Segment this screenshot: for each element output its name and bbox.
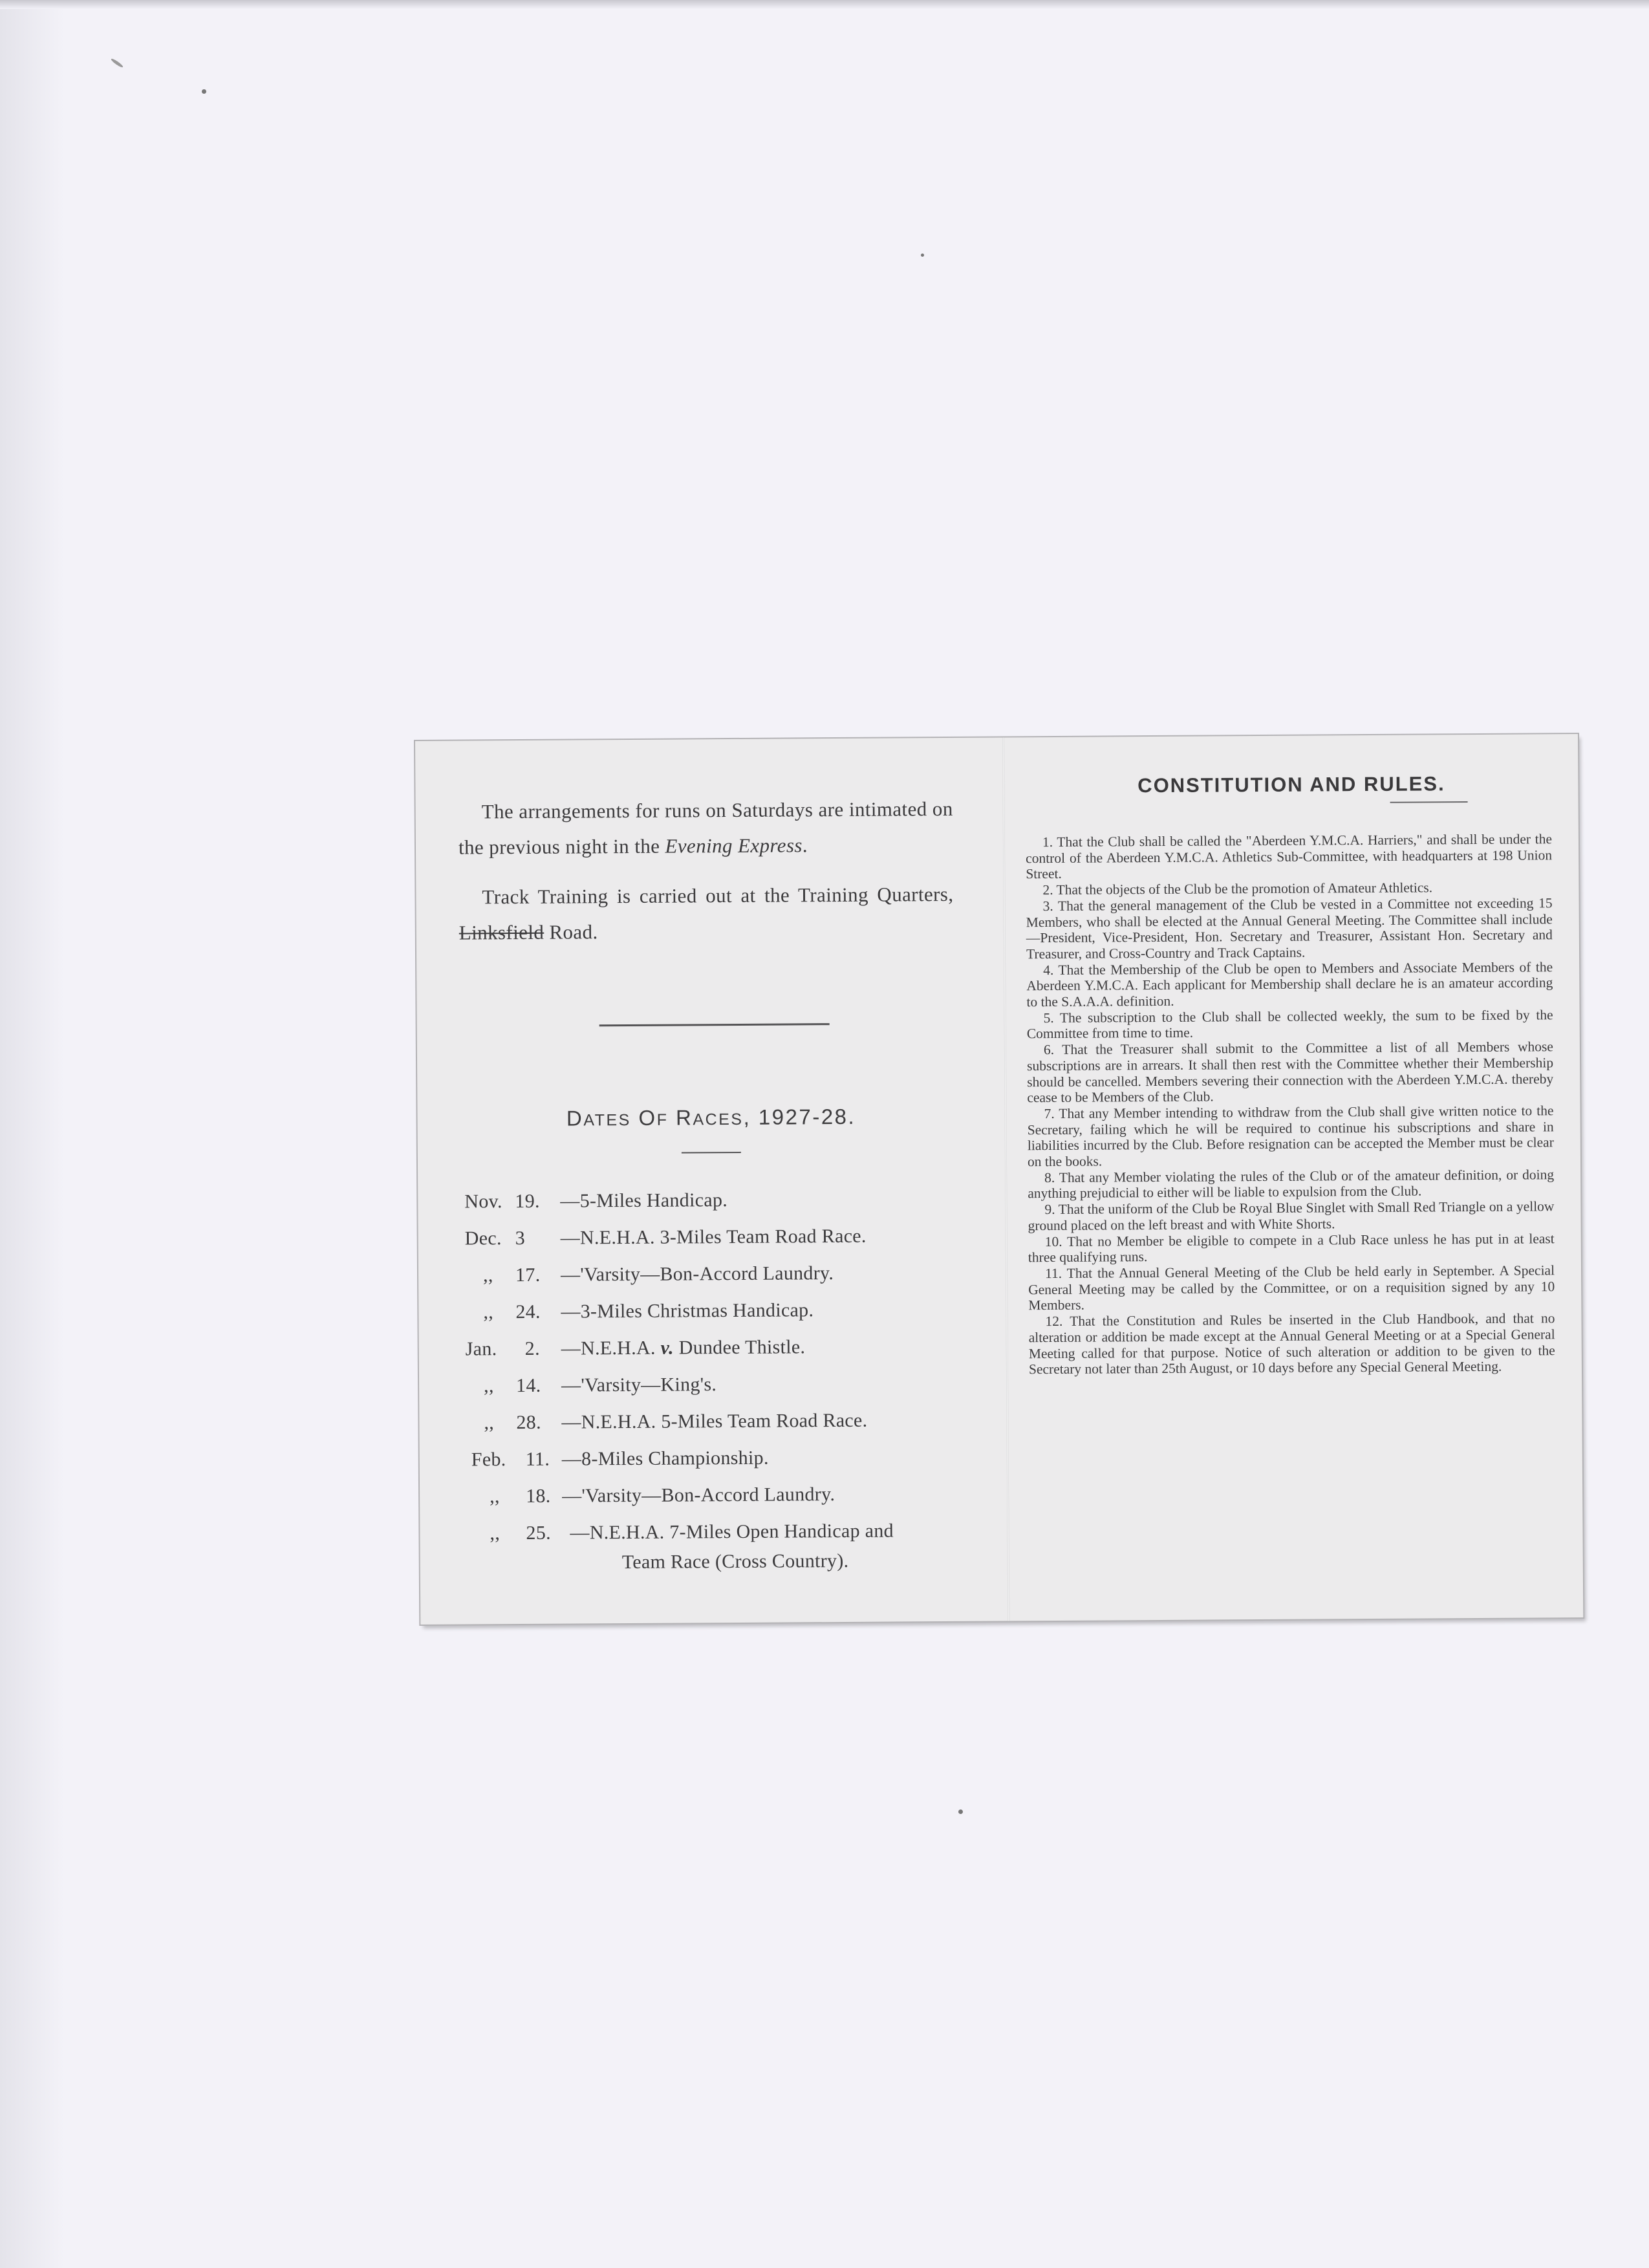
constitution-heading: CONSTITUTION AND RULES. (1137, 772, 1445, 797)
race-event-text: Dundee Thistle. (673, 1336, 806, 1359)
dates-of-races-heading (417, 1103, 1004, 1132)
right-page (1004, 734, 1583, 1621)
heading-smallcaps: ACES (693, 1110, 744, 1129)
rule-item: 10. That no Member be eligible to compete in a Club Race unless he has put in at least three qualifying runs. (1028, 1230, 1555, 1266)
heading-season: , 1927-28. (743, 1104, 856, 1129)
race-month: ,, (483, 1301, 494, 1323)
left-page (415, 737, 1008, 1625)
heading-letter: O (638, 1105, 657, 1130)
race-month: Jan. (465, 1338, 497, 1360)
race-day: 14. (515, 1374, 541, 1397)
race-event: —'Varsity—King's. (561, 1374, 717, 1396)
rule-item: 12. That the Constitution and Rules be inserted in the Club Handbook, and that no alteration or addition be made except at the Annual General Meeting or at a Special General Meeting called for that purpose. Notice of such alteration or addition to be given to the Secretary not later than 25th August, or 10 days before any Special General Meeting. (1028, 1310, 1555, 1377)
race-day: 19. (515, 1190, 540, 1213)
race-month: Nov. (464, 1191, 502, 1213)
race-event: —3-Miles Christmas Handicap. (561, 1299, 814, 1323)
race-month: ,, (490, 1485, 500, 1507)
race-row (465, 1254, 995, 1294)
race-event: —8-Miles Championship. (561, 1447, 769, 1470)
rule-item: 2. That the objects of the Club be the promotion of Amateur Athletics. (1042, 880, 1433, 898)
rule-item: 6. That the Treasurer shall submit to the Committee a list of all Members whose subscriptions are in arrears. It shall then rest with the Committee whether their Membership should be cancelled. Members severing their connection with the Aberdeen Y.M.C.A. thereby cease to be Members of the Club. (1027, 1039, 1554, 1106)
race-row (466, 1328, 996, 1368)
rule-item: 4. That the Membership of the Club be open to Members and Associate Members of the Aberdeen Y.M.C.A. Each applicant for Membership shall declare he is an amateur according to the S.A.A.A. definition. (1026, 958, 1553, 1010)
section-divider (599, 1023, 830, 1026)
race-event: —N.E.H.A. 5-Miles Team Road Race. (561, 1409, 868, 1433)
race-day: 18. (526, 1485, 551, 1507)
race-row (466, 1365, 996, 1405)
race-event: —5-Miles Handicap. (560, 1189, 728, 1212)
newspaper-name: Evening Express (665, 834, 803, 858)
intro-paragraph-runs (458, 791, 953, 865)
race-list (464, 1180, 997, 1575)
race-row (464, 1180, 995, 1220)
intro-text (458, 791, 953, 951)
race-event: —'Varsity—Bon-Accord Laundry. (562, 1484, 835, 1507)
race-day: 25. (526, 1522, 551, 1544)
race-day: 2. (524, 1337, 540, 1359)
race-row (465, 1291, 995, 1331)
race-month: ,, (483, 1375, 494, 1397)
race-row (466, 1475, 997, 1515)
intro-runs-end: . (802, 834, 808, 857)
rules-list (1026, 831, 1555, 1377)
intro-training-text: Track Training is carried out at the Training Quarters, (482, 882, 954, 909)
heading-underline (1390, 801, 1468, 803)
race-event: —N.E.H.A. 3-Miles Team Road Race. (560, 1225, 867, 1249)
rule-item: 1. That the Club shall be called the "Aberdeen Y.M.C.A. Harriers," and shall be under the control of the Aberdeen Y.M.C.A. Athletics Sub-Committee, with headquarters at 198 Union Street. (1026, 831, 1553, 882)
intro-runs-text: The arrangements for runs on Saturdays are intimated on the previous night in the (458, 797, 953, 859)
race-row (466, 1512, 997, 1575)
rule-item: 5. The subscription to the Club shall be collected weekly, the sum to be fixed by the Committee from time to time. (1026, 1006, 1553, 1042)
versus-mark: v. (660, 1337, 674, 1359)
race-event-text: —N.E.H.A. (561, 1337, 661, 1359)
struck-word: Linksfield (458, 920, 544, 944)
race-day: 24. (515, 1301, 541, 1323)
rule-item: 7. That any Member intending to withdraw from the Club shall give written notice to the Secretary, failing which he will be required to continue his subscriptions and share in liabilities incurred by the Club. Before resignation can be accepted the Member must be clear on the books. (1027, 1103, 1554, 1170)
race-row (466, 1438, 997, 1478)
heading-letter: D (566, 1106, 584, 1130)
race-month: ,, (490, 1522, 501, 1544)
intro-training-end: Road. (544, 920, 598, 944)
race-event (570, 1513, 894, 1575)
dust-speck (958, 1809, 963, 1814)
scan-left-shading (0, 0, 65, 2268)
rule-item: 8. That any Member violating the rules of the Club or of the amateur definition, or doing anything prejudicial to either will be liable to expulsion from the Club. (1028, 1167, 1555, 1202)
race-day: 11. (525, 1448, 550, 1470)
heading-smallcaps: ATES (583, 1110, 631, 1130)
dust-speck (111, 58, 124, 69)
race-event: —'Varsity—Bon-Accord Laundry. (560, 1262, 834, 1286)
race-day: 17. (515, 1264, 541, 1286)
dust-speck (202, 89, 206, 94)
heading-letter: R (675, 1105, 693, 1130)
heading-smallcaps: F (656, 1110, 669, 1129)
heading-underline (682, 1152, 741, 1154)
race-month: Feb. (471, 1449, 506, 1471)
race-row (466, 1401, 996, 1442)
race-row (465, 1217, 995, 1257)
rule-item: 3. That the general management of the Club be vested in a Committee not exceeding 15 Members, who shall be elected at the Annual General Meeting. The Committee shall include—President, Vice-President, Hon. Secretary and Treasurer, Assistant Hon. Secretary and Treasurer, and Cross-Country and Track Captains. (1026, 895, 1553, 962)
race-month: ,, (484, 1412, 495, 1434)
race-event-text: —N.E.H.A. 7-Miles Open Handicap and (570, 1520, 894, 1544)
race-month: ,, (482, 1264, 493, 1286)
rule-item: 9. That the uniform of the Club be Royal Blue Singlet with Small Red Triangle on a yellow ground placed on the left breast and with White Shorts. (1028, 1198, 1555, 1234)
race-event-continuation: Team Race (Cross Country). (621, 1550, 849, 1573)
scan-top-edge (0, 0, 1649, 9)
race-day: 28. (516, 1411, 541, 1434)
race-month: Dec. (464, 1227, 502, 1249)
race-card (415, 734, 1583, 1625)
race-day: 3 (515, 1227, 526, 1249)
rule-item: 11. That the Annual General Meeting of the Club be held early in September. A Special General Meeting may be called by the Committee, or on a requisition signed by any 10 Members. (1028, 1262, 1555, 1313)
dust-speck (921, 254, 924, 257)
race-event (561, 1328, 806, 1366)
intro-paragraph-training (458, 876, 954, 951)
